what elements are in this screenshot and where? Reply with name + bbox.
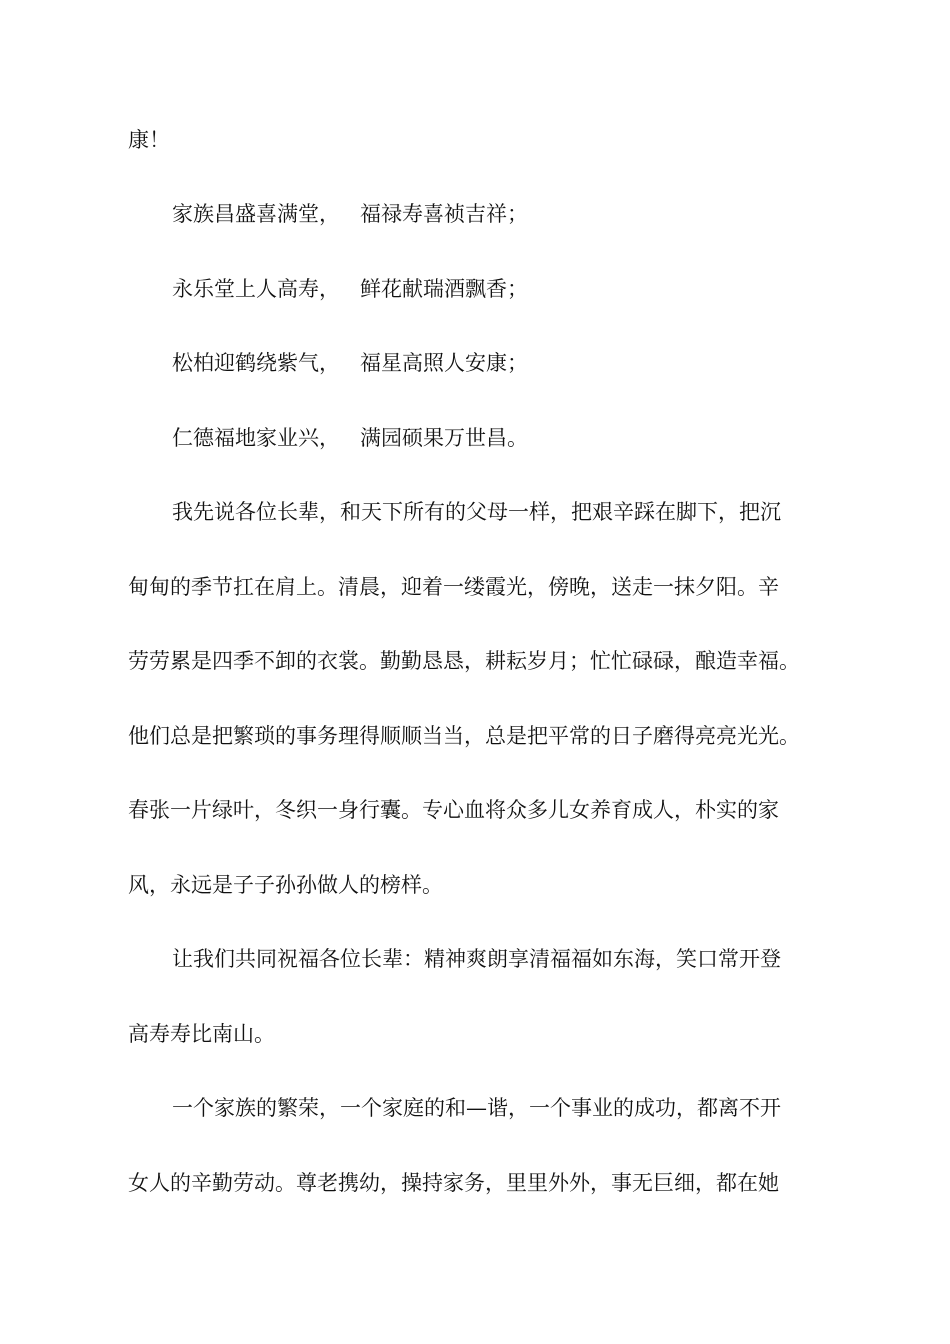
opening-fragment: 康！: [128, 128, 170, 152]
paragraph-line: 甸甸的季节扛在肩上。清晨，迎着一缕霞光，傍晚，送走一抹夕阳。辛: [128, 575, 779, 599]
paragraph-line: 劳劳累是四季不卸的衣裳。勤勤恳恳，耕耘岁月；忙忙碌碌，酿造幸福。: [128, 649, 800, 673]
poem-second-half: 福星高照人安康；: [360, 351, 528, 375]
paragraph-line: 风，永远是子子孙孙做人的榜样。: [128, 873, 443, 897]
poem-line: [172, 200, 528, 228]
paragraph-line: 高寿寿比南山。: [128, 1022, 275, 1046]
poem-second-half: 满园硕果万世昌。: [360, 426, 528, 450]
poem-first-half: 永乐堂上人高寿，: [172, 277, 340, 301]
poem-second-half: 鲜花献瑞酒飘香；: [360, 277, 528, 301]
paragraph-line: 让我们共同祝福各位长辈：精神爽朗享清福福如东海，笑口常开登: [172, 947, 781, 971]
poem-first-half: 松柏迎鹤绕紫气，: [172, 351, 340, 375]
poem-second-half: 福禄寿喜祯吉祥；: [360, 202, 528, 226]
paragraph-line: 女人的辛勤劳动。尊老携幼，操持家务，里里外外，事无巨细，都在她: [128, 1171, 779, 1195]
poem-first-half: 家族昌盛喜满堂，: [172, 202, 340, 226]
paragraph-line: 我先说各位长辈，和天下所有的父母一样，把艰辛踩在脚下，把沉: [172, 500, 781, 524]
paragraph-line: 一个家族的繁荣，一个家庭的和—谐，一个事业的成功，都离不开: [172, 1096, 781, 1120]
poem-line: [172, 275, 528, 303]
paragraph-line: 他们总是把繁琐的事务理得顺顺当当，总是把平常的日子磨得亮亮光光。: [128, 724, 800, 748]
poem-line: [172, 349, 528, 377]
poem-line: [172, 424, 528, 452]
poem-first-half: 仁德福地家业兴，: [172, 426, 340, 450]
paragraph-line: 春张一片绿叶，冬织一身行囊。专心血将众多儿女养育成人，朴实的家: [128, 798, 779, 822]
